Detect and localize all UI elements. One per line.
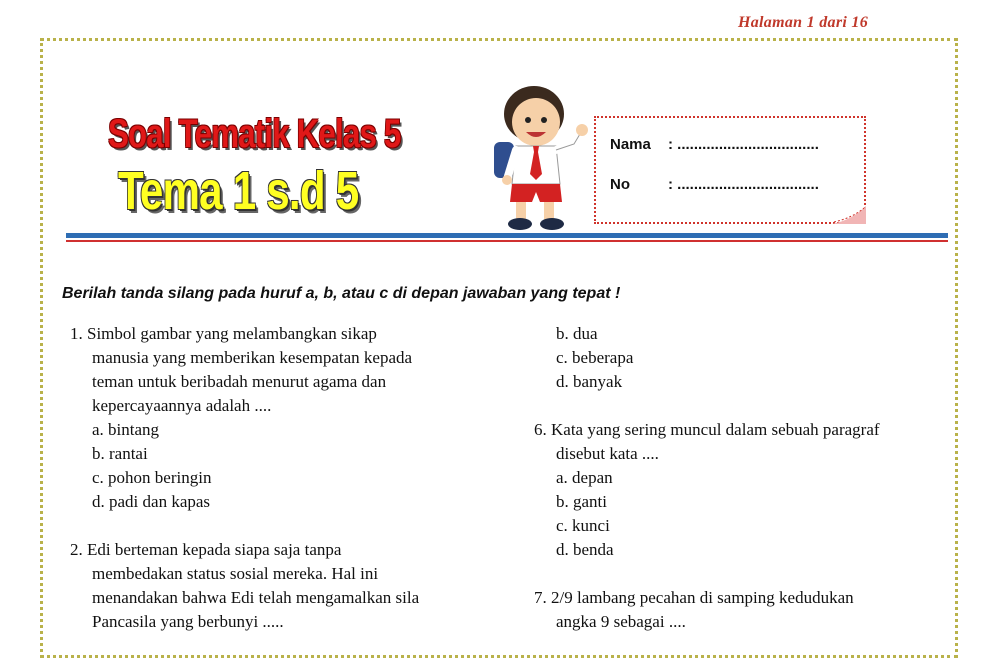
question-line: 6. Kata yang sering muncul dalam sebuah paragraf	[534, 420, 880, 439]
name-row	[610, 136, 819, 153]
answer-option: b. rantai	[92, 444, 148, 463]
question-line: Pancasila yang berbunyi .....	[92, 612, 284, 631]
question-line: kepercayaannya adalah ....	[92, 396, 272, 415]
answer-option: b. ganti	[556, 492, 607, 511]
spacer	[534, 562, 880, 586]
spacer	[70, 514, 419, 538]
name-field: : ..................................	[668, 136, 819, 153]
question-line: 1. Simbol gambar yang melambangkan sikap	[70, 324, 377, 343]
number-field: : ..................................	[668, 176, 819, 193]
title-line-1: Soal Tematik Kelas 5	[108, 112, 401, 156]
answer-option: c. beberapa	[556, 348, 634, 367]
student-illustration	[488, 84, 598, 234]
answer-option: c. kunci	[556, 516, 610, 535]
number-row	[610, 176, 819, 193]
student-info-box	[594, 116, 866, 224]
answer-option: d. banyak	[556, 372, 623, 391]
header-rule-red	[66, 240, 948, 242]
question-line: 2. Edi berteman kepada siapa saja tanpa	[70, 540, 342, 559]
title-line-2: Tema 1 s.d 5	[118, 161, 359, 221]
question-line: 7. 2/9 lambang pecahan di samping kedudukan	[534, 588, 854, 607]
answer-option: a. bintang	[92, 420, 160, 439]
answer-option: c. pohon beringin	[92, 468, 212, 487]
question-line: disebut kata ....	[556, 444, 659, 463]
answer-option: d. benda	[556, 540, 614, 559]
page-curl-icon	[832, 206, 866, 224]
answer-option: a. depan	[556, 468, 613, 487]
question-line: membedakan status sosial mereka. Hal ini	[92, 564, 379, 583]
page-number: Halaman 1 dari 16	[738, 14, 869, 31]
answer-option: b. dua	[556, 324, 598, 343]
left-column	[70, 322, 419, 634]
number-label: No	[610, 176, 630, 193]
question-line: menandakan bahwa Edi telah mengamalkan sila	[92, 588, 420, 607]
spacer	[534, 394, 880, 418]
right-column	[534, 322, 880, 634]
answer-option: d. padi dan kapas	[92, 492, 211, 511]
header-rule-blue	[66, 233, 948, 238]
question-line: angka 9 sebagai ....	[556, 612, 686, 631]
name-label: Nama	[610, 136, 651, 153]
question-line: teman untuk beribadah menurut agama dan	[92, 372, 387, 391]
instruction-text: Berilah tanda silang pada huruf a, b, atau c di depan jawaban yang tepat !	[62, 285, 621, 302]
question-line: manusia yang memberikan kesempatan kepada	[92, 348, 413, 367]
